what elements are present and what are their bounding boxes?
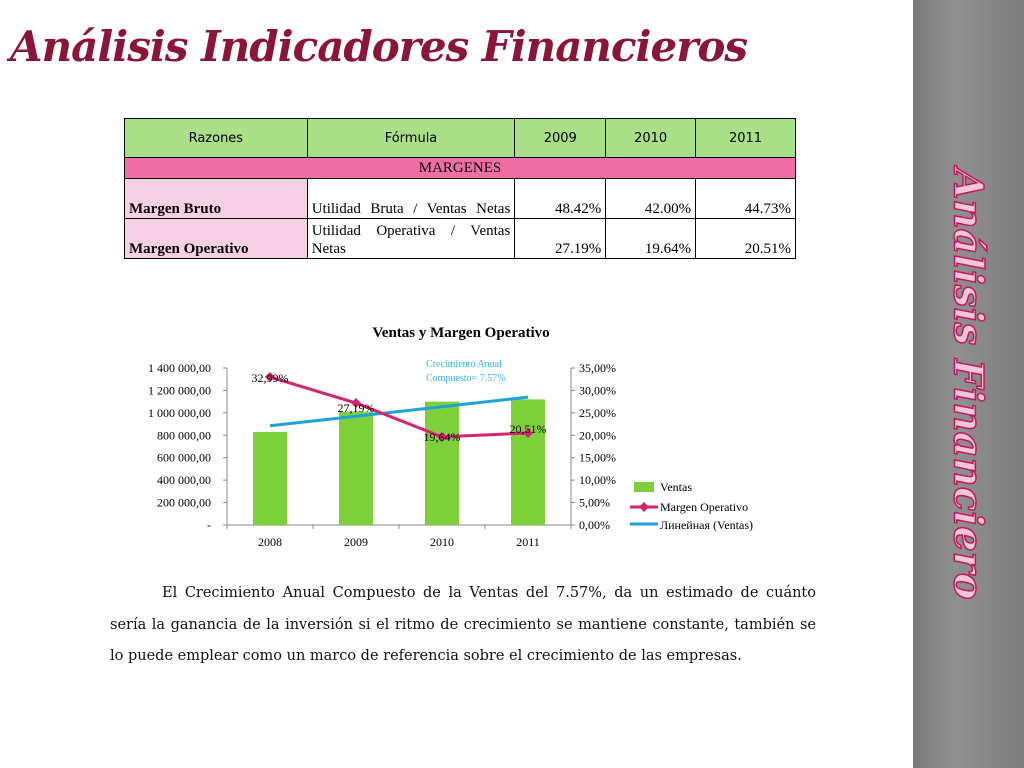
- x-tick-label: 2009: [344, 535, 368, 549]
- x-tick-label: 2010: [430, 535, 454, 549]
- row-name: Margen Operativo: [125, 219, 308, 259]
- y-left-tick-label: 1 400 000,00: [148, 361, 211, 375]
- y-right-tick-label: 5,00%: [579, 495, 610, 510]
- header-2011: 2011: [696, 119, 796, 158]
- row-name: Margen Bruto: [125, 179, 308, 219]
- y-right-tick-label: 20,00%: [579, 428, 616, 443]
- y-right-tick-label: 35,00%: [579, 361, 616, 375]
- row-value-2009: 48.42%: [515, 179, 606, 219]
- data-label-margen: 19,64%: [423, 429, 461, 444]
- header-2010: 2010: [606, 119, 696, 158]
- header-razones: Razones: [125, 119, 308, 158]
- y-left-tick-label: 200 000,00: [157, 495, 211, 510]
- chart-title: Ventas y Margen Operativo: [372, 325, 550, 341]
- y-right-tick-label: 30,00%: [579, 383, 616, 398]
- header-2009: 2009: [515, 119, 606, 158]
- y-left-tick-label: 400 000,00: [157, 473, 211, 488]
- y-left-tick-label: -: [207, 518, 211, 532]
- bar-ventas: [253, 432, 287, 525]
- legend-label-ventas: Ventas: [660, 480, 692, 494]
- y-right-tick-label: 15,00%: [579, 450, 616, 465]
- ratios-table: [124, 118, 796, 259]
- table-row: [125, 179, 796, 219]
- data-label-margen: 20,51%: [509, 421, 547, 436]
- row-value-2009: 27.19%: [515, 219, 606, 259]
- row-value-2011: 20.51%: [696, 219, 796, 259]
- bar-ventas: [339, 412, 373, 525]
- section-margenes: MARGENES: [125, 158, 796, 179]
- table-header-row: [125, 119, 796, 158]
- x-tick-label: 2011: [516, 535, 540, 549]
- side-title: Análisis Financiero: [944, 168, 992, 600]
- y-right-tick-label: 0,00%: [579, 518, 610, 532]
- sales-margin-chart: [110, 318, 810, 568]
- legend-label-trend: Линейная (Ventas): [660, 518, 753, 532]
- header-formula: Fórmula: [307, 119, 515, 158]
- row-value-2011: 44.73%: [696, 179, 796, 219]
- data-label-margen: 27,19%: [337, 401, 375, 416]
- x-tick-label: 2008: [258, 535, 282, 549]
- y-left-tick-label: 1 000 000,00: [148, 405, 211, 420]
- row-formula: Utilidad Operativa / Ventas Netas: [307, 219, 515, 259]
- y-right-tick-label: 10,00%: [579, 473, 616, 488]
- legend-label-margen: Margen Operativo: [660, 500, 749, 514]
- y-left-tick-label: 800 000,00: [157, 428, 211, 443]
- section-row: [125, 158, 796, 179]
- y-right-tick-label: 25,00%: [579, 405, 616, 420]
- row-formula: Utilidad Bruta / Ventas Netas: [307, 179, 515, 219]
- bar-ventas: [425, 402, 459, 525]
- bar-ventas: [511, 399, 545, 525]
- legend-marker-margen: [639, 502, 649, 512]
- data-label-margen: 32,99%: [251, 371, 289, 386]
- annotation-cagr: Compuesto= 7.57%: [426, 373, 506, 384]
- page-title: Análisis Indicadores Financieros: [10, 22, 748, 71]
- description-paragraph: El Crecimiento Anual Compuesto de la Ventas del 7.57%, da un estimado de cuánto sería la ganancia de la inversión si el ritmo de crecimiento se mantiene constante, también se lo puede emplear como un marco de referencia sobre el crecimiento de las empresas.: [110, 585, 816, 664]
- legend-swatch-ventas: [634, 482, 654, 492]
- row-value-2010: 19.64%: [606, 219, 696, 259]
- annotation-cagr: Crecimiento Anual: [426, 359, 502, 370]
- y-left-tick-label: 1 200 000,00: [148, 383, 211, 398]
- table-row: [125, 219, 796, 259]
- line-margen-operativo: [270, 377, 528, 437]
- row-value-2010: 42.00%: [606, 179, 696, 219]
- y-left-tick-label: 600 000,00: [157, 450, 211, 465]
